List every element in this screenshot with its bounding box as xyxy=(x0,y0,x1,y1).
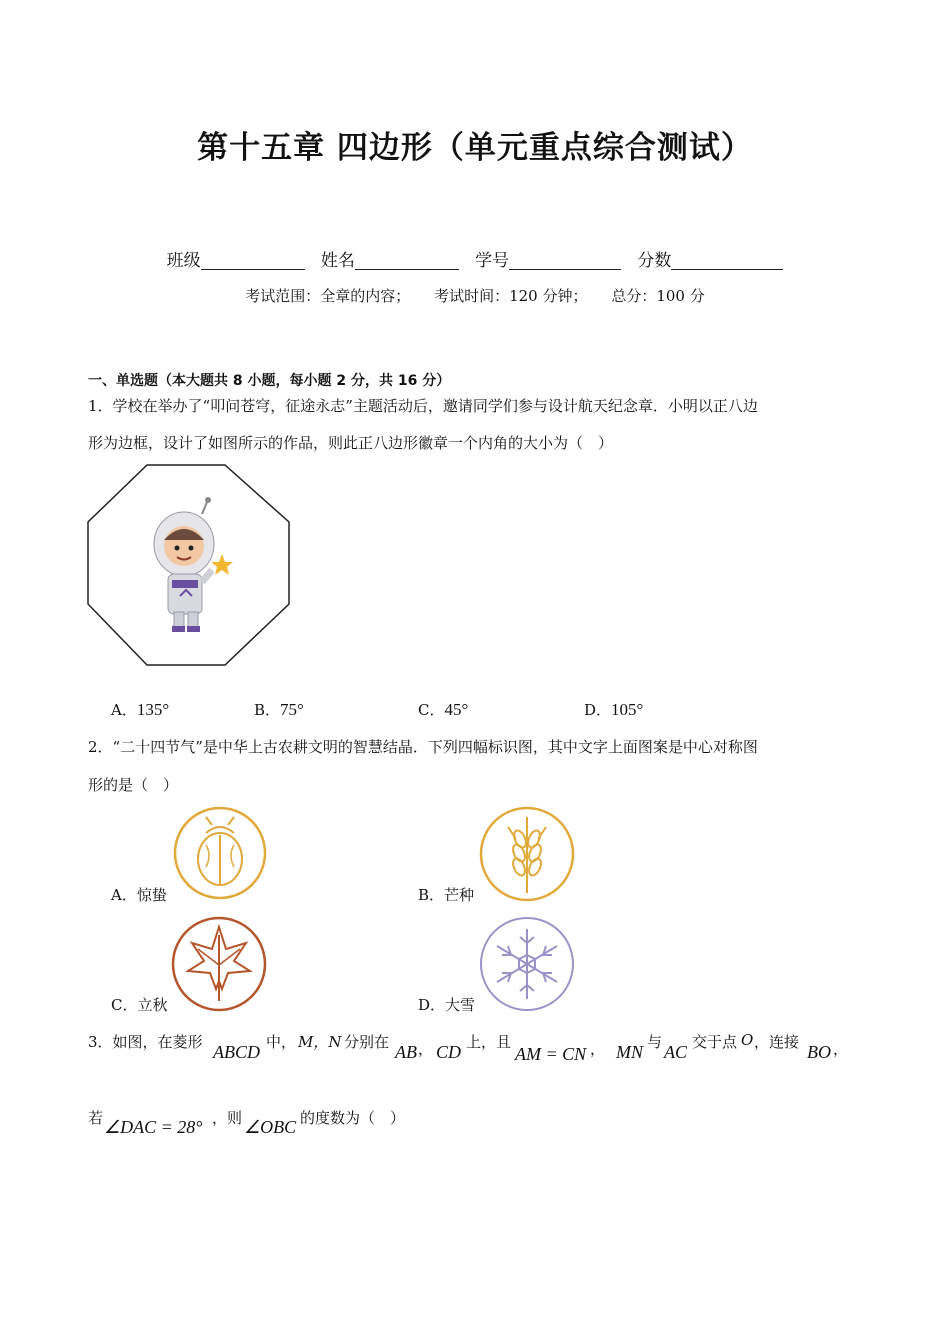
astronaut-icon xyxy=(154,497,233,632)
q2-option-a[interactable]: A．惊蛰 xyxy=(111,886,167,904)
q3-text-1: 3．如图，在菱形 xyxy=(88,1033,203,1051)
q3-math-ac: AC xyxy=(664,1042,688,1062)
q3-math-angle-dac: ∠DAC = 28° xyxy=(104,1117,203,1137)
q3-math-bo: BO xyxy=(807,1042,831,1062)
q2-option-c[interactable]: C．立秋 xyxy=(111,996,168,1014)
q3-line2-text-3: 的度数为（ ） xyxy=(300,1109,406,1127)
q3-math-am-cn: AM = CN xyxy=(515,1044,587,1064)
score-label: 分数 xyxy=(637,251,672,271)
q3-text-3: 分别在 xyxy=(344,1033,390,1051)
q3-text-10: ， xyxy=(833,1040,849,1058)
name-label: 姓名 xyxy=(320,251,355,271)
score-blank xyxy=(671,251,783,270)
q3-line2-text-2: ，则 xyxy=(212,1109,243,1127)
q3-text-4: ， xyxy=(418,1040,434,1058)
exam-range: 考试范围：全章的内容； xyxy=(245,287,411,305)
q2-line2: 形的是（ ） xyxy=(88,776,179,794)
name-blank xyxy=(355,251,459,270)
q1-line2: 形为边框，设计了如图所示的作品，则此正八边形徽章一个内角的大小为（ ） xyxy=(88,434,614,452)
class-blank xyxy=(201,251,305,270)
section-heading: 一、单选题（本大题共 8 小题，每小题 2 分，共 16 分） xyxy=(88,373,451,389)
q3-text-2: 中， xyxy=(266,1033,297,1051)
q3-math-angle-obc: ∠OBC xyxy=(244,1117,297,1137)
maple-leaf-icon xyxy=(170,915,268,1013)
page-title: 第十五章 四边形（单元重点综合测试） xyxy=(197,130,753,166)
q2-option-d[interactable]: D．大雪 xyxy=(418,996,476,1014)
q3-text-9: ，连接 xyxy=(754,1033,800,1051)
wheat-icon xyxy=(478,805,576,903)
exam-time: 考试时间：120 分钟； xyxy=(434,287,588,305)
snowflake-icon xyxy=(478,915,576,1013)
q1-option-b[interactable]: B．75° xyxy=(254,700,304,719)
id-blank xyxy=(509,251,621,270)
q1-option-d[interactable]: D．105° xyxy=(584,700,644,719)
q3-math-o: O xyxy=(741,1031,754,1049)
q3-math-abcd: ABCD xyxy=(213,1042,260,1062)
q1-line1: 1．学校在举办了“叩问苍穹，征途永志”主题活动后，邀请同学们参与设计航天纪念章．小明以正八边 xyxy=(88,397,758,415)
exam-total: 总分：100 分 xyxy=(611,287,705,305)
q3-text-8: 交于点 xyxy=(692,1033,738,1051)
q2-option-b[interactable]: B．芒种 xyxy=(418,886,475,904)
q2-line1: 2．“二十四节气”是中华上古农耕文明的智慧结晶．下列四幅标识图，其中文字上面图案是中心对称图 xyxy=(88,738,758,756)
q3-text-7: 与 xyxy=(647,1033,663,1051)
id-label: 学号 xyxy=(475,251,510,271)
q3-math-mn: MN xyxy=(616,1042,643,1062)
q3-math-cd: CD xyxy=(436,1042,462,1062)
student-info-fields xyxy=(0,246,950,271)
q3-math-ab: AB xyxy=(395,1042,417,1062)
q3-line2-text-1: 若 xyxy=(88,1109,104,1127)
q3-text-6: ， xyxy=(590,1040,606,1058)
class-label: 班级 xyxy=(166,251,201,271)
q1-option-c[interactable]: C．45° xyxy=(418,700,469,719)
q1-option-a[interactable]: A．135° xyxy=(111,700,170,719)
exam-scope xyxy=(0,285,950,306)
q3-math-mn-points: M，N xyxy=(298,1033,342,1051)
q3-text-5: 上，且 xyxy=(466,1033,512,1051)
ladybug-icon xyxy=(172,805,268,901)
octagon-badge-figure xyxy=(84,462,296,670)
